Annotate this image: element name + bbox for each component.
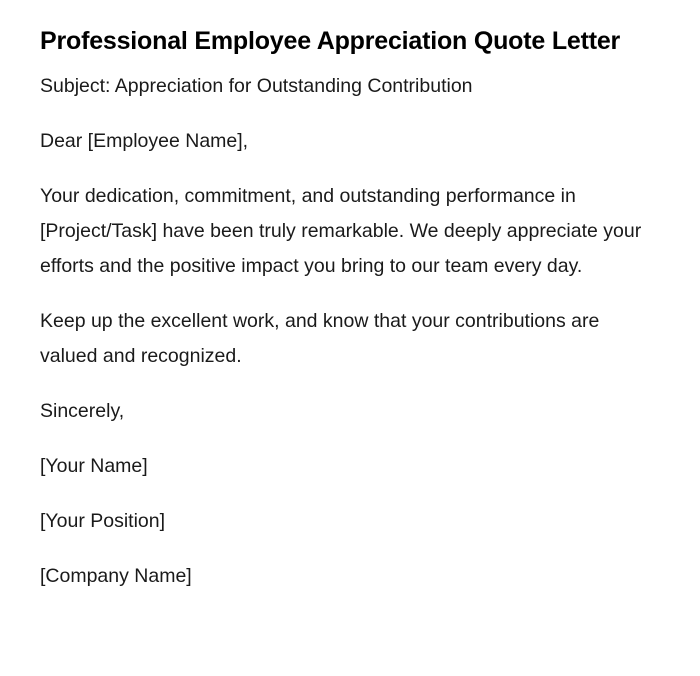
- signature-position: [Your Position]: [40, 510, 166, 532]
- letter-title: Professional Employee Appreciation Quote Letter: [40, 27, 621, 55]
- letter-body-paragraph-2: Keep up the excellent work, and know that your contributions are valued and recognized.: [40, 310, 600, 367]
- letter-subject: Subject: Appreciation for Outstanding Contribution: [40, 75, 473, 97]
- signature-company: [Company Name]: [40, 565, 192, 587]
- letter-body-paragraph-1: Your dedication, commitment, and outstanding performance in [Project/Task] have been truly remarkable. We deeply appreciate your efforts and the positive impact you bring to our team every day.: [40, 185, 642, 277]
- letter-greeting: Dear [Employee Name],: [40, 130, 249, 152]
- signature-name: [Your Name]: [40, 455, 148, 477]
- letter-closing: Sincerely,: [40, 400, 125, 422]
